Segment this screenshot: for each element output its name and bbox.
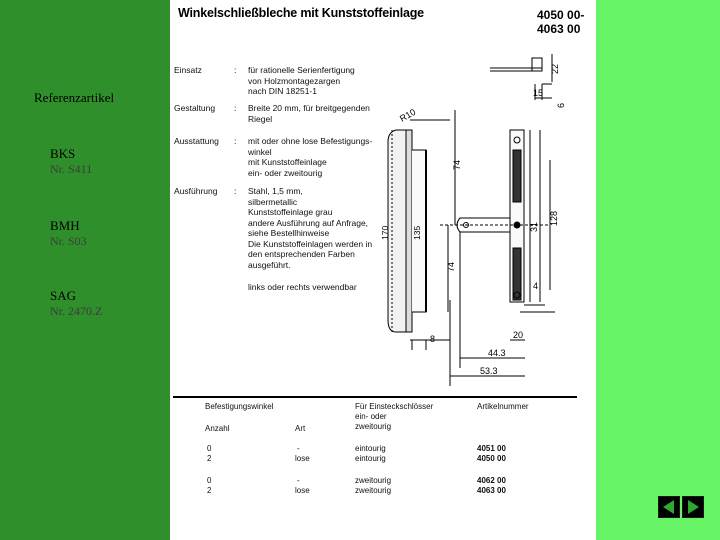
- dim-74-upper: 74: [452, 159, 462, 170]
- spec-colon: :: [234, 103, 237, 113]
- header-art: Art: [295, 424, 306, 433]
- reference-name: BMH: [50, 218, 80, 233]
- reference-number: Nr. 2470.Z: [50, 304, 103, 318]
- spec-label-gestaltung: Gestaltung: [174, 103, 216, 113]
- previous-slide-button[interactable]: [658, 496, 680, 518]
- reference-name: BKS: [50, 146, 76, 161]
- reference-name: SAG: [50, 288, 77, 303]
- right-panel: [596, 0, 720, 540]
- dim-31: 31: [529, 221, 539, 232]
- spec-text-einsatz: für rationelle Serienfertigung von Holzmontagezargen nach DIN 18251-1: [248, 65, 355, 96]
- dim-74-lower: 74: [446, 261, 456, 272]
- header-befestigungswinkel: Befestigungswinkel: [205, 402, 274, 411]
- header-einsteckschloesser: Für Einsteckschlösser: [355, 402, 434, 411]
- dim-r10: R10: [398, 106, 418, 124]
- arrow-right-icon: [683, 497, 703, 517]
- dim-15: 15: [533, 88, 544, 98]
- dim-8: 8: [430, 334, 436, 344]
- technical-drawing: [380, 50, 596, 390]
- spec-colon: :: [234, 65, 237, 75]
- dim-20: 20: [513, 330, 524, 340]
- header-zweitourig: zweitourig: [355, 422, 392, 431]
- next-slide-button[interactable]: [682, 496, 704, 518]
- header-ein-oder: ein- oder: [355, 412, 387, 421]
- dim-170: 170: [380, 225, 390, 240]
- left-panel: [0, 0, 170, 540]
- dim-6: 6: [556, 102, 566, 108]
- reference-heading: Referenzartikel: [34, 90, 115, 105]
- header-artikelnummer: Artikelnummer: [477, 402, 529, 411]
- product-title: Winkelschließbleche mit Kunststoffeinlage: [178, 6, 424, 20]
- dim-128: 128: [549, 210, 559, 226]
- usage-note: links oder rechts verwendbar: [248, 282, 357, 292]
- catalog-page: [170, 0, 596, 540]
- dim-135: 135: [412, 225, 422, 240]
- dim-53-3: 53.3: [480, 366, 498, 376]
- spec-text-ausstattung: mit oder ohne lose Befestigungs- winkel mit Kunststoffeinlage ein- oder zweitourig: [248, 136, 373, 178]
- dim-4: 4: [533, 281, 539, 291]
- spec-label-einsatz: Einsatz: [174, 65, 202, 75]
- dim-22: 22: [550, 63, 560, 74]
- header-anzahl: Anzahl: [205, 424, 230, 433]
- spec-text-ausfuehrung: Stahl, 1,5 mm, silbermetallic Kunststoffeinlage grau andere Ausführung auf Anfrage, siehe Bestellhinweise Die Kunststoffeinlagen werden in den entsprechenden Farben ausgeführt.: [248, 186, 373, 270]
- arrow-left-icon: [659, 497, 679, 517]
- spec-label-ausstattung: Ausstattung: [174, 136, 219, 146]
- product-code-line2: 4063 00: [537, 22, 581, 36]
- spec-text-gestaltung: Breite 20 mm, für breitgegenden Riegel: [248, 103, 370, 124]
- reference-item-bmh: [50, 218, 87, 249]
- spec-colon: :: [234, 136, 237, 146]
- dim-44-3: 44.3: [488, 348, 506, 358]
- spec-colon: :: [234, 186, 237, 196]
- product-code-line1: 4050 00-: [537, 8, 585, 22]
- reference-item-bks: [50, 146, 92, 177]
- reference-number: Nr. S03: [50, 234, 87, 248]
- reference-item-sag: [50, 288, 102, 319]
- reference-number: Nr. S411: [50, 162, 93, 176]
- article-table: Befestigungswinkel Für Einsteckschlösser ein- oder zweitourig Artikelnummer Anzahl Art 0 - eintourig 4051 00 2 lose eintourig 4050 00 0 - zweitourig 4062 00 2 lose zweitourig 4063 00: [173, 396, 577, 510]
- spec-label-ausfuehrung: Ausführung: [174, 186, 218, 196]
